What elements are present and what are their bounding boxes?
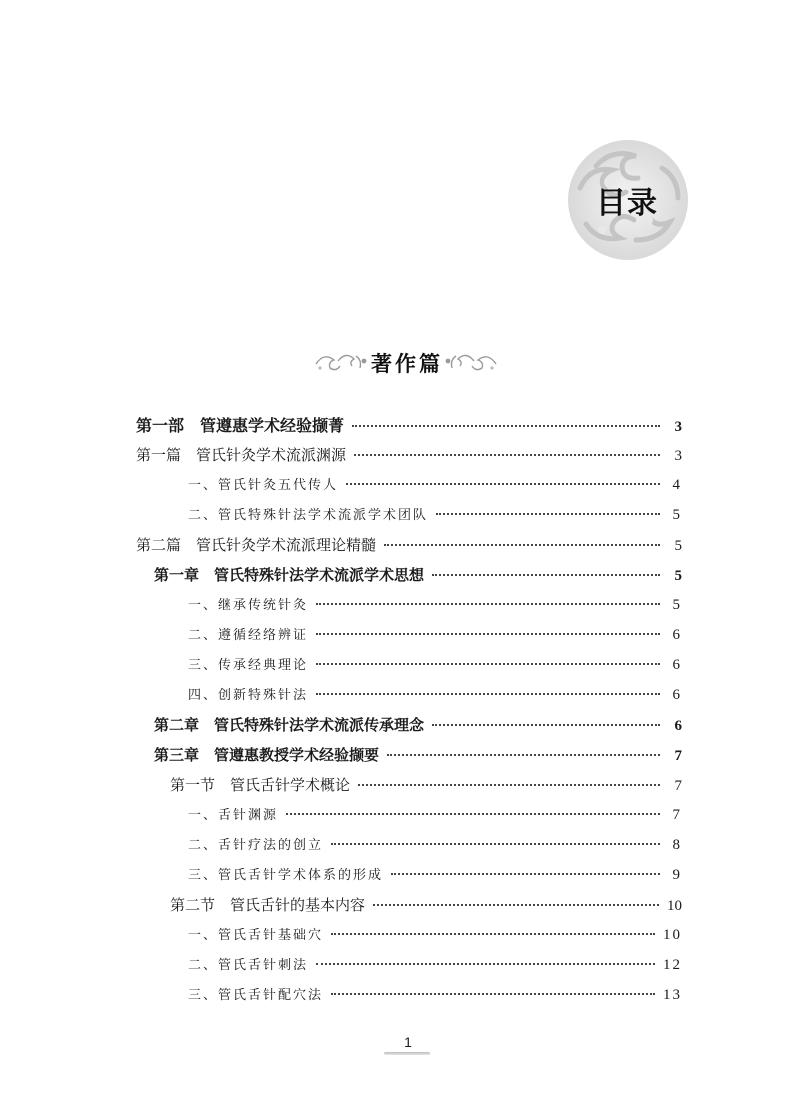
toc-entry[interactable]: [188, 474, 682, 498]
toc-entry-label: 三、管氏舌针学术体系的形成: [188, 868, 384, 883]
toc-entry-page: 4: [672, 477, 682, 493]
toc-entry-page: 3: [674, 448, 682, 464]
toc-entry-label: 第一章 管氏特殊针法学术流派学术思想: [154, 566, 425, 584]
toc-entry[interactable]: [136, 444, 682, 468]
toc-entry-page: 6: [672, 687, 682, 703]
leader-dots: [436, 513, 660, 515]
leader-dots: [346, 483, 660, 485]
toc-entry-page: 5: [674, 538, 682, 554]
toc-entry-label: 一、继承传统针灸: [188, 598, 309, 613]
toc-entry[interactable]: [188, 834, 682, 858]
toc-entry-page: 13: [663, 987, 682, 1003]
toc-entry[interactable]: [188, 924, 682, 948]
toc-entry[interactable]: [188, 864, 682, 888]
toc-entry-label: 三、管氏舌针配穴法: [188, 988, 324, 1003]
toc-entry-label: 一、管氏针灸五代传人: [188, 478, 339, 493]
toc-entry[interactable]: [188, 684, 682, 708]
section-header: [300, 340, 510, 380]
toc-entry-label: 二、舌针疗法的创立: [188, 838, 324, 853]
toc-entry-label: 三、传承经典理论: [188, 658, 309, 673]
toc-entry-page: 9: [672, 867, 682, 883]
toc-entry-label: 二、遵循经络辨证: [188, 628, 309, 643]
toc-entry-label: 二、管氏特殊针法学术流派学术团队: [188, 508, 429, 523]
ornament-left-icon: [312, 348, 372, 374]
leader-dots: [316, 963, 655, 965]
toc-entry-label: 四、创新特殊针法: [188, 688, 309, 703]
toc-entry[interactable]: [170, 774, 682, 798]
toc-entry-page: 6: [672, 627, 682, 643]
page-number-underline: [384, 1052, 430, 1055]
toc-entry-label: 一、管氏舌针基础穴: [188, 928, 324, 943]
leader-dots: [387, 754, 660, 756]
toc-entry-label: 第一节 管氏舌针学术概论: [170, 776, 351, 794]
toc-entry-page: 12: [663, 957, 682, 973]
leader-dots: [316, 693, 660, 695]
ornament-right-icon: [440, 348, 500, 374]
leader-dots: [316, 603, 660, 605]
leader-dots: [316, 663, 660, 665]
toc-entry-label: 第一篇 管氏针灸学术流派渊源: [136, 446, 347, 464]
leader-dots: [352, 425, 660, 427]
toc-entry-label: 第二节 管氏舌针的基本内容: [170, 896, 366, 914]
leader-dots: [331, 993, 655, 995]
leader-dots: [432, 574, 660, 576]
toc-entry-page: 7: [672, 807, 682, 823]
leader-dots: [358, 784, 660, 786]
leader-dots: [432, 724, 660, 726]
toc-entry-page: 5: [674, 568, 682, 584]
toc-entry-label: 第二篇 管氏针灸学术流派理论精髓: [136, 536, 377, 554]
leader-dots: [316, 633, 660, 635]
leader-dots: [354, 454, 660, 456]
toc-entry[interactable]: [188, 504, 682, 528]
page-title: 目录: [596, 186, 658, 221]
section-title: 著作篇: [371, 352, 443, 376]
toc-entry-label: 二、管氏舌针刺法: [188, 958, 309, 973]
toc-entry[interactable]: [154, 744, 682, 768]
toc-entry[interactable]: [136, 534, 682, 558]
toc-entry-label: 一、舌针渊源: [188, 808, 279, 823]
toc-entry-page: 8: [672, 837, 682, 853]
toc-entry-page: 7: [674, 778, 682, 794]
toc-entry[interactable]: [188, 654, 682, 678]
toc-entry[interactable]: [154, 714, 682, 738]
toc-entry-page: 10: [663, 927, 682, 943]
toc-entry[interactable]: [188, 594, 682, 618]
leader-dots: [286, 813, 660, 815]
toc-entry[interactable]: [154, 564, 682, 588]
toc-entry-page: 10: [667, 898, 682, 914]
toc-entry-page: 5: [672, 597, 682, 613]
page-number: 1: [404, 1034, 412, 1050]
leader-dots: [373, 904, 659, 906]
toc-entry-label: 第二章 管氏特殊针法学术流派传承理念: [154, 716, 425, 734]
toc-entry[interactable]: [136, 413, 682, 437]
toc-entry-label: 第三章 管遵惠教授学术经验撷要: [154, 746, 380, 764]
leader-dots: [331, 843, 660, 845]
leader-dots: [331, 933, 655, 935]
toc-entry-page: 6: [672, 657, 682, 673]
toc-entry[interactable]: [188, 954, 682, 978]
toc-entry[interactable]: [170, 894, 682, 918]
toc-entry-page: 5: [672, 507, 682, 523]
toc-entry-page: 3: [674, 419, 682, 435]
toc-entry-page: 7: [674, 748, 682, 764]
toc-entry[interactable]: [188, 984, 682, 1008]
toc-entry[interactable]: [188, 624, 682, 648]
leader-dots: [384, 544, 660, 546]
leader-dots: [391, 873, 660, 875]
toc-entry[interactable]: [188, 804, 682, 828]
toc-entry-label: 第一部 管遵惠学术经验撷菁: [136, 416, 345, 435]
toc-entry-page: 6: [674, 718, 682, 734]
